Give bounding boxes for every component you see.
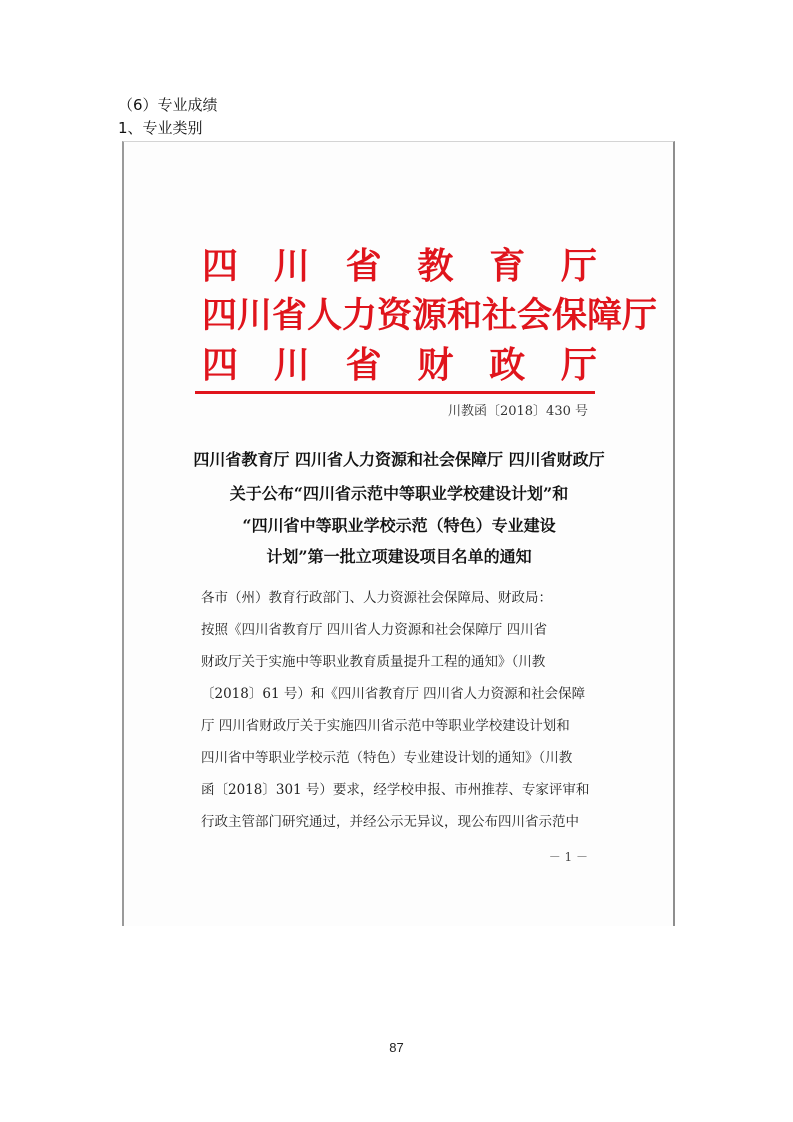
- agency-char: 川: [273, 344, 310, 386]
- section-heading: （6）专业成绩: [118, 96, 218, 114]
- body-line: 行政主管部门研究通过，并经公示无异议，现公布四川省示范中: [201, 814, 579, 830]
- subsection-heading: 1、专业类别: [118, 119, 203, 137]
- agency-name-finance: [202, 344, 597, 386]
- agency-char: 川: [273, 245, 310, 287]
- notice-title-line: 计划”第一批立项建设项目名单的通知: [266, 547, 532, 566]
- agency-char: 省: [345, 245, 382, 287]
- agency-name-education: [202, 245, 597, 287]
- document-number: 川教函〔2018〕430 号: [447, 404, 588, 419]
- agency-char: 政: [489, 344, 526, 386]
- body-line: 四川省中等职业学校示范（特色）专业建设计划的通知》（川教: [201, 750, 573, 766]
- body-line: 各市（州）教育行政部门、人力资源社会保障局、财政局：: [201, 590, 552, 606]
- agency-char: 厅: [560, 344, 597, 386]
- body-line: 厅 四川省财政厅关于实施四川省示范中等职业学校建设计划和: [201, 718, 570, 734]
- inner-page-number: － 1 －: [548, 850, 588, 864]
- agency-char: 省: [345, 344, 382, 386]
- agency-char: 厅: [560, 245, 597, 287]
- agency-char: 四: [202, 344, 239, 386]
- notice-title-line: 四川省教育厅 四川省人力资源和社会保障厅 四川省财政厅: [193, 450, 605, 469]
- notice-title-line: “四川省中等职业学校示范（特色）专业建设: [242, 516, 556, 535]
- agency-name-human-resources: 四川省人力资源和社会保障厅: [202, 295, 658, 336]
- agency-char: 育: [489, 245, 526, 287]
- page-number: 87: [389, 1040, 404, 1055]
- agency-char: 教: [417, 245, 454, 287]
- body-line: 〔2018〕61 号）和《四川省教育厅 四川省人力资源和社会保障: [201, 686, 586, 702]
- body-line: 函〔2018〕301 号）要求，经学校申报、市州推荐、专家评审和: [201, 782, 590, 798]
- agency-char: 四: [202, 245, 239, 287]
- agency-char: 财: [417, 344, 454, 386]
- body-line: 财政厅关于实施中等职业教育质量提升工程的通知》（川教: [201, 654, 546, 670]
- notice-title-line: 关于公布“四川省示范中等职业学校建设计划”和: [229, 484, 569, 503]
- scanned-document-image: [122, 141, 675, 926]
- red-divider-rule: [195, 391, 595, 394]
- body-line: 按照《四川省教育厅 四川省人力资源和社会保障厅 四川省: [201, 622, 548, 638]
